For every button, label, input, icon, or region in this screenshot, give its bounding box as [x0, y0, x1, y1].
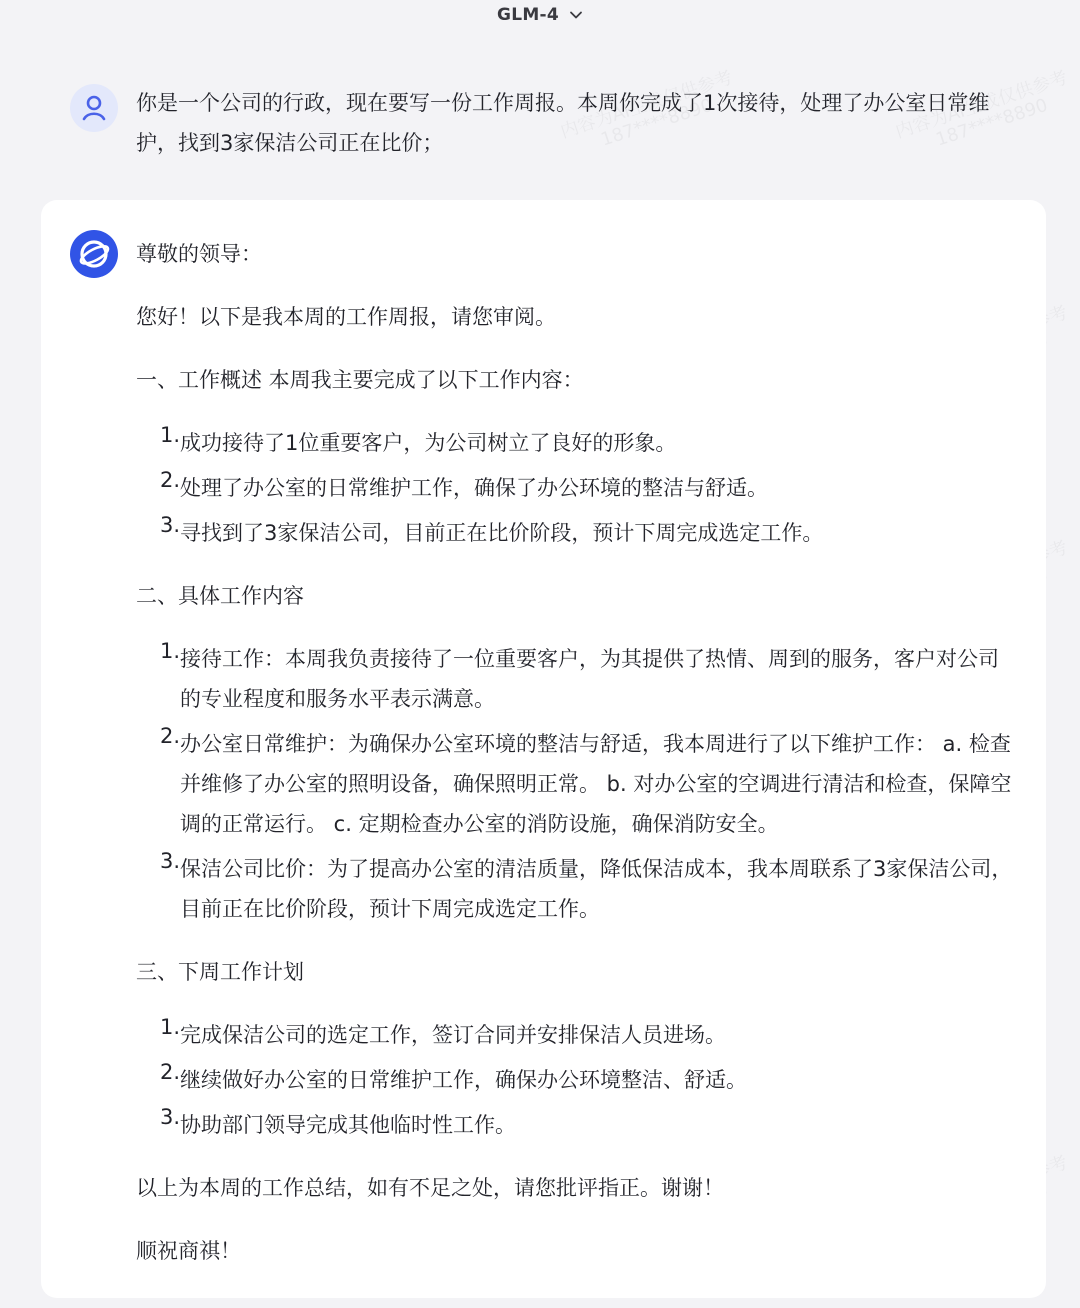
reply-greeting: 尊敬的领导：	[136, 242, 262, 266]
list-marker: 3.	[159, 1105, 180, 1129]
list-item	[136, 1015, 1016, 1055]
chevron-down-icon	[569, 8, 583, 22]
list-item-text: 成功接待了1位重要客户，为公司树立了良好的形象。	[180, 431, 677, 455]
list-marker: 2.	[159, 468, 180, 492]
list-item	[136, 468, 1016, 508]
list-item	[136, 513, 1016, 553]
glm-logo-icon	[76, 236, 112, 272]
list-item-text: 完成保洁公司的选定工作，签订合同并安排保洁人员进场。	[180, 1023, 726, 1047]
list-item	[136, 1060, 1016, 1100]
list-item	[136, 849, 1016, 929]
section2-list	[136, 639, 1016, 929]
top-bar	[0, 0, 1080, 30]
reply-signoff: 顺祝商祺！	[136, 1239, 241, 1263]
list-marker: 3.	[159, 513, 180, 537]
user-icon	[81, 94, 107, 122]
user-message-text: 你是一个公司的行政，现在要写一份工作周报。本周你完成了1次接待，处理了办公室日常维护，找到3家保洁公司正在比价；	[136, 91, 990, 155]
reply-closing: 以上为本周的工作总结，如有不足之处，请您批评指正。谢谢！	[136, 1176, 724, 1200]
model-selector[interactable]	[497, 5, 583, 25]
list-item-text: 处理了办公室的日常维护工作，确保了办公环境的整洁与舒适。	[180, 476, 768, 500]
list-item	[136, 639, 1016, 719]
list-item-text: 协助部门领导完成其他临时性工作。	[180, 1113, 516, 1137]
list-item-text: 接待工作：本周我负责接待了一位重要客户，为其提供了热情、周到的服务，客户对公司的专业程度和服务水平表示满意。	[180, 647, 999, 711]
list-marker: 1.	[159, 423, 180, 447]
list-item-text: 寻找到了3家保洁公司，目前正在比价阶段，预计下周完成选定工作。	[180, 521, 824, 545]
list-item	[136, 1105, 1016, 1145]
section3-heading: 三、下周工作计划	[136, 960, 304, 984]
section3-list	[136, 1015, 1016, 1145]
list-item-text: 办公室日常维护：为确保办公室环境的整洁与舒适，我本周进行了以下维护工作： a. 检查并维修了办公室的照明设备，确保照明正常。 b. 对办公室的空调进行清洁和检查，保障空调的正常运行。 c. 定期检查办公室的消防设施，确保消防安全。	[180, 732, 1012, 836]
list-item-text: 保洁公司比价：为了提高办公室的清洁质量，降低保洁成本，我本周联系了3家保洁公司，目前正在比价阶段，预计下周完成选定工作。	[180, 857, 1013, 921]
user-avatar	[70, 84, 118, 132]
model-name: GLM-4	[496, 5, 560, 25]
list-marker: 2.	[159, 1060, 180, 1084]
list-marker: 3.	[159, 849, 180, 873]
list-item	[136, 724, 1016, 844]
list-marker: 1.	[159, 1015, 180, 1039]
list-item-text: 继续做好办公室的日常维护工作，确保办公环境整洁、舒适。	[180, 1068, 747, 1092]
section1-heading: 一、工作概述 本周我主要完成了以下工作内容：	[136, 368, 584, 392]
assistant-reply-content	[136, 234, 1016, 1271]
assistant-avatar	[70, 230, 118, 278]
list-marker: 2.	[159, 724, 180, 748]
assistant-reply-card	[41, 200, 1046, 1298]
user-message	[70, 84, 1030, 163]
section1-list	[136, 423, 1016, 553]
reply-intro: 您好！以下是我本周的工作周报，请您审阅。	[136, 305, 556, 329]
section2-heading: 二、具体工作内容	[136, 584, 304, 608]
list-marker: 1.	[159, 639, 180, 663]
list-item	[136, 423, 1016, 463]
